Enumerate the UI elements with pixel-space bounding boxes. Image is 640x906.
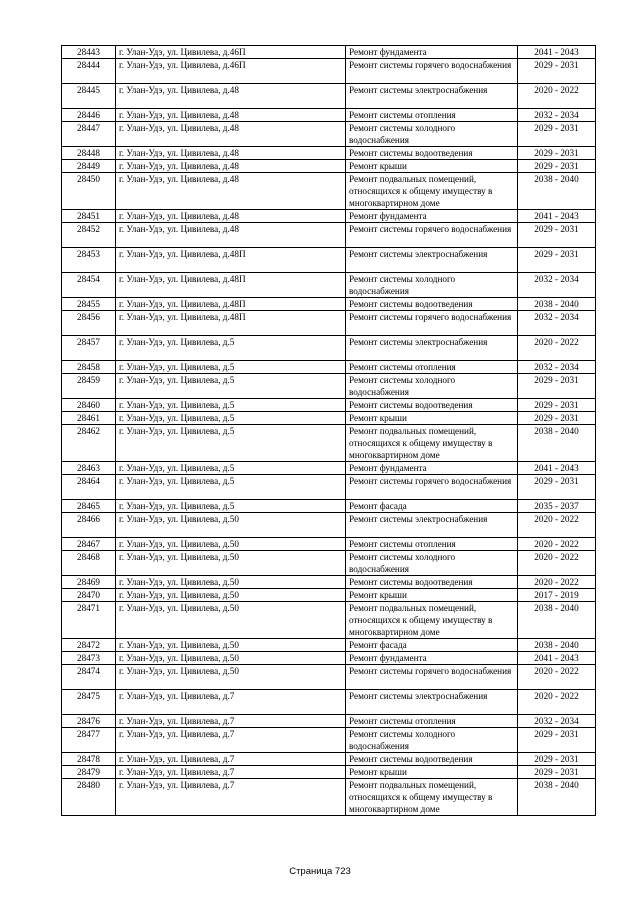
row-period: 2017 - 2019 xyxy=(518,589,596,602)
row-period: 2020 - 2022 xyxy=(518,576,596,589)
row-work-type: Ремонт системы отопления xyxy=(346,715,518,728)
row-work-type: Ремонт системы отопления xyxy=(346,361,518,374)
row-number: 28447 xyxy=(62,122,116,147)
table-row xyxy=(62,753,596,766)
row-address: г. Улан-Удэ, ул. Цивилева, д.50 xyxy=(116,665,346,690)
row-number: 28452 xyxy=(62,223,116,248)
row-number: 28462 xyxy=(62,425,116,462)
row-address: г. Улан-Удэ, ул. Цивилева, д.5 xyxy=(116,399,346,412)
row-number: 28477 xyxy=(62,728,116,753)
table-row xyxy=(62,122,596,147)
row-number: 28480 xyxy=(62,779,116,816)
row-work-type: Ремонт системы холодного водоснабжения xyxy=(346,551,518,576)
row-number: 28466 xyxy=(62,513,116,538)
row-number: 28445 xyxy=(62,84,116,109)
row-address: г. Улан-Удэ, ул. Цивилева, д.50 xyxy=(116,639,346,652)
row-period: 2020 - 2022 xyxy=(518,513,596,538)
row-period: 2029 - 2031 xyxy=(518,766,596,779)
table-row xyxy=(62,652,596,665)
table-row xyxy=(62,589,596,602)
row-period: 2032 - 2034 xyxy=(518,715,596,728)
row-address: г. Улан-Удэ, ул. Цивилева, д.7 xyxy=(116,715,346,728)
row-number: 28457 xyxy=(62,336,116,361)
row-number: 28455 xyxy=(62,298,116,311)
row-period: 2020 - 2022 xyxy=(518,551,596,576)
row-period: 2029 - 2031 xyxy=(518,374,596,399)
table-row xyxy=(62,311,596,336)
row-number: 28454 xyxy=(62,273,116,298)
row-address: г. Улан-Удэ, ул. Цивилева, д.7 xyxy=(116,766,346,779)
row-work-type: Ремонт системы горячего водоснабжения xyxy=(346,475,518,500)
row-number: 28449 xyxy=(62,160,116,173)
table-row xyxy=(62,336,596,361)
table-row xyxy=(62,273,596,298)
table-row xyxy=(62,399,596,412)
table-row xyxy=(62,665,596,690)
row-address: г. Улан-Удэ, ул. Цивилева, д.48 xyxy=(116,147,346,160)
table-row xyxy=(62,147,596,160)
row-address: г. Улан-Удэ, ул. Цивилева, д.48 xyxy=(116,210,346,223)
row-number: 28470 xyxy=(62,589,116,602)
row-period: 2038 - 2040 xyxy=(518,602,596,639)
row-period: 2020 - 2022 xyxy=(518,690,596,715)
row-number: 28464 xyxy=(62,475,116,500)
row-address: г. Улан-Удэ, ул. Цивилева, д.7 xyxy=(116,753,346,766)
row-number: 28472 xyxy=(62,639,116,652)
row-period: 2038 - 2040 xyxy=(518,425,596,462)
row-number: 28463 xyxy=(62,462,116,475)
row-number: 28468 xyxy=(62,551,116,576)
row-address: г. Улан-Удэ, ул. Цивилева, д.48П xyxy=(116,298,346,311)
row-address: г. Улан-Удэ, ул. Цивилева, д.7 xyxy=(116,728,346,753)
row-work-type: Ремонт фундамента xyxy=(346,46,518,59)
row-address: г. Улан-Удэ, ул. Цивилева, д.5 xyxy=(116,412,346,425)
row-period: 2029 - 2031 xyxy=(518,59,596,84)
row-number: 28467 xyxy=(62,538,116,551)
row-address: г. Улан-Удэ, ул. Цивилева, д.5 xyxy=(116,500,346,513)
row-work-type: Ремонт системы водоотведения xyxy=(346,753,518,766)
row-work-type: Ремонт системы отопления xyxy=(346,538,518,551)
row-work-type: Ремонт крыши xyxy=(346,160,518,173)
row-work-type: Ремонт системы водоотведения xyxy=(346,399,518,412)
row-period: 2041 - 2043 xyxy=(518,210,596,223)
row-work-type: Ремонт системы водоотведения xyxy=(346,298,518,311)
table-row xyxy=(62,779,596,816)
table-row xyxy=(62,374,596,399)
row-address: г. Улан-Удэ, ул. Цивилева, д.50 xyxy=(116,551,346,576)
row-work-type: Ремонт системы горячего водоснабжения xyxy=(346,665,518,690)
row-number: 28451 xyxy=(62,210,116,223)
table-row xyxy=(62,715,596,728)
row-work-type: Ремонт системы холодного водоснабжения xyxy=(346,728,518,753)
row-work-type: Ремонт фасада xyxy=(346,500,518,513)
table-row xyxy=(62,513,596,538)
row-address: г. Улан-Удэ, ул. Цивилева, д.50 xyxy=(116,513,346,538)
row-work-type: Ремонт крыши xyxy=(346,589,518,602)
row-work-type: Ремонт системы горячего водоснабжения xyxy=(346,223,518,248)
row-address: г. Улан-Удэ, ул. Цивилева, д.50 xyxy=(116,589,346,602)
table-row xyxy=(62,160,596,173)
row-number: 28460 xyxy=(62,399,116,412)
table-row xyxy=(62,361,596,374)
row-address: г. Улан-Удэ, ул. Цивилева, д.5 xyxy=(116,475,346,500)
table-row xyxy=(62,173,596,210)
row-work-type: Ремонт крыши xyxy=(346,766,518,779)
row-period: 2029 - 2031 xyxy=(518,147,596,160)
row-address: г. Улан-Удэ, ул. Цивилева, д.7 xyxy=(116,779,346,816)
row-work-type: Ремонт фасада xyxy=(346,639,518,652)
row-number: 28450 xyxy=(62,173,116,210)
row-period: 2032 - 2034 xyxy=(518,109,596,122)
row-period: 2020 - 2022 xyxy=(518,538,596,551)
table-row xyxy=(62,766,596,779)
row-period: 2020 - 2022 xyxy=(518,84,596,109)
table-row xyxy=(62,223,596,248)
row-number: 28458 xyxy=(62,361,116,374)
row-number: 28471 xyxy=(62,602,116,639)
row-work-type: Ремонт системы холодного водоснабжения xyxy=(346,122,518,147)
row-work-type: Ремонт системы электроснабжения xyxy=(346,336,518,361)
row-period: 2038 - 2040 xyxy=(518,639,596,652)
row-address: г. Улан-Удэ, ул. Цивилева, д.5 xyxy=(116,336,346,361)
table-row xyxy=(62,248,596,273)
row-address: г. Улан-Удэ, ул. Цивилева, д.5 xyxy=(116,462,346,475)
table-row xyxy=(62,462,596,475)
table-row xyxy=(62,602,596,639)
row-period: 2029 - 2031 xyxy=(518,753,596,766)
page-number: Страница 723 xyxy=(289,866,351,877)
row-period: 2029 - 2031 xyxy=(518,399,596,412)
row-address: г. Улан-Удэ, ул. Цивилева, д.50 xyxy=(116,576,346,589)
row-address: г. Улан-Удэ, ул. Цивилева, д.50 xyxy=(116,652,346,665)
row-period: 2020 - 2022 xyxy=(518,665,596,690)
row-period: 2029 - 2031 xyxy=(518,160,596,173)
row-work-type: Ремонт фундамента xyxy=(346,210,518,223)
row-number: 28448 xyxy=(62,147,116,160)
row-address: г. Улан-Удэ, ул. Цивилева, д.48П xyxy=(116,311,346,336)
row-number: 28478 xyxy=(62,753,116,766)
row-address: г. Улан-Удэ, ул. Цивилева, д.48 xyxy=(116,122,346,147)
row-number: 28465 xyxy=(62,500,116,513)
table-row xyxy=(62,551,596,576)
row-work-type: Ремонт подвальных помещений, относящихся к общему имуществу в многоквартирном доме xyxy=(346,173,518,210)
row-number: 28453 xyxy=(62,248,116,273)
row-address: г. Улан-Удэ, ул. Цивилева, д.48П xyxy=(116,248,346,273)
row-address: г. Улан-Удэ, ул. Цивилева, д.48 xyxy=(116,160,346,173)
row-period: 2035 - 2037 xyxy=(518,500,596,513)
row-work-type: Ремонт фундамента xyxy=(346,652,518,665)
document-page xyxy=(61,45,596,816)
table-row xyxy=(62,425,596,462)
row-address: г. Улан-Удэ, ул. Цивилева, д.5 xyxy=(116,374,346,399)
table-row xyxy=(62,59,596,84)
row-address: г. Улан-Удэ, ул. Цивилева, д.5 xyxy=(116,425,346,462)
row-period: 2032 - 2034 xyxy=(518,361,596,374)
row-period: 2038 - 2040 xyxy=(518,298,596,311)
row-number: 28473 xyxy=(62,652,116,665)
row-period: 2041 - 2043 xyxy=(518,462,596,475)
row-number: 28446 xyxy=(62,109,116,122)
table-row xyxy=(62,576,596,589)
row-number: 28443 xyxy=(62,46,116,59)
row-address: г. Улан-Удэ, ул. Цивилева, д.50 xyxy=(116,538,346,551)
row-period: 2041 - 2043 xyxy=(518,652,596,665)
row-work-type: Ремонт крыши xyxy=(346,412,518,425)
row-address: г. Улан-Удэ, ул. Цивилева, д.46П xyxy=(116,59,346,84)
row-number: 28469 xyxy=(62,576,116,589)
table-row xyxy=(62,109,596,122)
row-work-type: Ремонт системы водоотведения xyxy=(346,576,518,589)
row-work-type: Ремонт системы горячего водоснабжения xyxy=(346,311,518,336)
table-row xyxy=(62,46,596,59)
row-period: 2020 - 2022 xyxy=(518,336,596,361)
table-row xyxy=(62,210,596,223)
row-address: г. Улан-Удэ, ул. Цивилева, д.48 xyxy=(116,223,346,248)
row-period: 2029 - 2031 xyxy=(518,223,596,248)
row-address: г. Улан-Удэ, ул. Цивилева, д.46П xyxy=(116,46,346,59)
row-work-type: Ремонт подвальных помещений, относящихся к общему имуществу в многоквартирном доме xyxy=(346,779,518,816)
row-period: 2029 - 2031 xyxy=(518,412,596,425)
table-row xyxy=(62,298,596,311)
capital-repair-table xyxy=(61,45,596,816)
row-work-type: Ремонт системы отопления xyxy=(346,109,518,122)
row-work-type: Ремонт системы электроснабжения xyxy=(346,248,518,273)
row-work-type: Ремонт подвальных помещений, относящихся к общему имуществу в многоквартирном доме xyxy=(346,602,518,639)
row-period: 2032 - 2034 xyxy=(518,311,596,336)
row-period: 2041 - 2043 xyxy=(518,46,596,59)
row-number: 28474 xyxy=(62,665,116,690)
table-row xyxy=(62,690,596,715)
row-period: 2029 - 2031 xyxy=(518,248,596,273)
row-period: 2029 - 2031 xyxy=(518,728,596,753)
table-body xyxy=(62,46,596,816)
row-period: 2032 - 2034 xyxy=(518,273,596,298)
row-address: г. Улан-Удэ, ул. Цивилева, д.5 xyxy=(116,361,346,374)
row-work-type: Ремонт системы электроснабжения xyxy=(346,84,518,109)
row-number: 28476 xyxy=(62,715,116,728)
row-work-type: Ремонт подвальных помещений, относящихся к общему имуществу в многоквартирном доме xyxy=(346,425,518,462)
row-address: г. Улан-Удэ, ул. Цивилева, д.48П xyxy=(116,273,346,298)
row-address: г. Улан-Удэ, ул. Цивилева, д.50 xyxy=(116,602,346,639)
row-number: 28444 xyxy=(62,59,116,84)
row-work-type: Ремонт фундамента xyxy=(346,462,518,475)
row-period: 2029 - 2031 xyxy=(518,475,596,500)
table-row xyxy=(62,639,596,652)
row-number: 28461 xyxy=(62,412,116,425)
row-address: г. Улан-Удэ, ул. Цивилева, д.48 xyxy=(116,109,346,122)
row-work-type: Ремонт системы водоотведения xyxy=(346,147,518,160)
row-work-type: Ремонт системы электроснабжения xyxy=(346,690,518,715)
row-number: 28475 xyxy=(62,690,116,715)
row-work-type: Ремонт системы холодного водоснабжения xyxy=(346,273,518,298)
table-row xyxy=(62,84,596,109)
row-number: 28459 xyxy=(62,374,116,399)
table-row xyxy=(62,412,596,425)
table-row xyxy=(62,538,596,551)
row-work-type: Ремонт системы электроснабжения xyxy=(346,513,518,538)
table-row xyxy=(62,500,596,513)
row-address: г. Улан-Удэ, ул. Цивилева, д.48 xyxy=(116,173,346,210)
row-address: г. Улан-Удэ, ул. Цивилева, д.48 xyxy=(116,84,346,109)
row-work-type: Ремонт системы горячего водоснабжения xyxy=(346,59,518,84)
table-row xyxy=(62,728,596,753)
row-number: 28479 xyxy=(62,766,116,779)
row-period: 2038 - 2040 xyxy=(518,173,596,210)
row-address: г. Улан-Удэ, ул. Цивилева, д.7 xyxy=(116,690,346,715)
row-work-type: Ремонт системы холодного водоснабжения xyxy=(346,374,518,399)
row-number: 28456 xyxy=(62,311,116,336)
table-row xyxy=(62,475,596,500)
row-period: 2038 - 2040 xyxy=(518,779,596,816)
row-period: 2029 - 2031 xyxy=(518,122,596,147)
